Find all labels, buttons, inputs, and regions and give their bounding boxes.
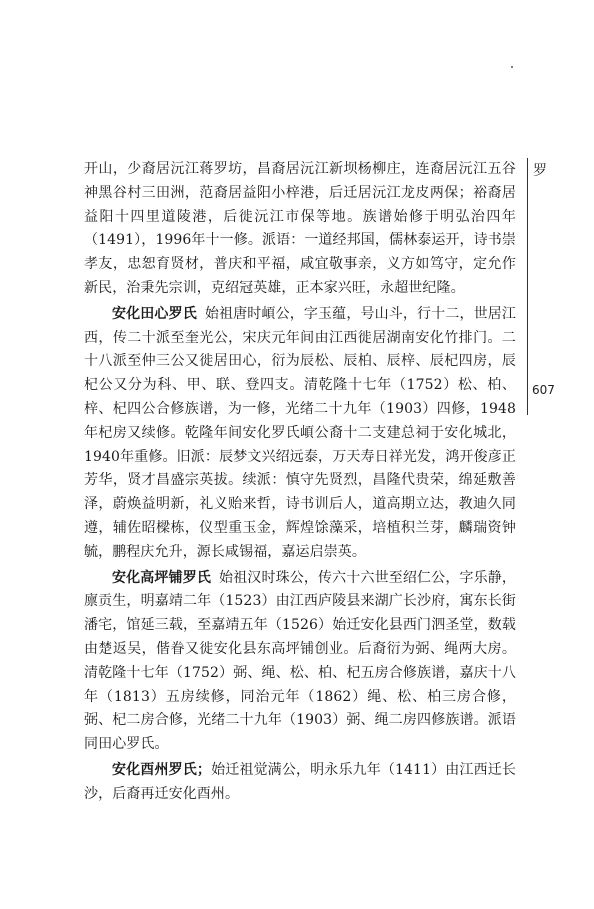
paragraph-anhua-youzhou xyxy=(84,759,516,807)
paragraph-text: 始迁祖觉满公，明永乐九年（1411）由江西迁长沙，后裔再迁安化酉州。 xyxy=(84,761,516,802)
paragraph-text: 开山，少裔居沅江蒋罗坊，昌裔居沅江新坝杨柳庄，连裔居沅江五谷神黑谷村三田洲，范裔居益阳小梓港，后迁居沅江龙皮两保；裕裔居益阳十四里道陵港，后徙沅江市保等地。族谱始修于明弘治四年（1491），1996年十一修。派语：一道经邦国，儒林泰运开，诗书崇孝友，忠恕育贤材，普庆和平福，咸宜敬事亲，义方如笃守，定允作新民，治秉先宗训，克绍冠英雄，正本家兴旺，永超世纪隆。 xyxy=(84,161,516,296)
clan-heading: 安化酉州罗氏； xyxy=(112,761,212,778)
margin-rule-top xyxy=(527,158,528,390)
margin-rule-bottom xyxy=(527,375,528,415)
page-speck xyxy=(511,66,513,68)
paragraph-anhua-gaopingpu xyxy=(84,567,516,757)
clan-heading: 安化高坪铺罗氏 xyxy=(112,569,212,586)
page-number: 607 xyxy=(532,383,555,397)
paragraph-anhua-tianxin xyxy=(84,303,516,565)
clan-heading: 安化田心罗氏 xyxy=(112,305,197,322)
paragraph-text: 始祖汉时珠公，传六十六世至绍仁公，字乐静，廪贡生，明嘉靖二年（1523）由江西庐陵县来湖广长沙府，寓东长街潘宅，馆延三载，至嘉靖五年（1526）始迁安化县西门泗圣堂，数载由楚返吴，偕眷又徙安化县东高坪铺创业。后裔衍为弼、绳两大房。清乾隆十七年（1752）弼、绳、松、柏、杞五房合修族谱，嘉庆十八年（1813）五房续修，同治元年（1862）绳、松、柏三房合修，弼、杞二房合修，光绪二十九年（1903）弼、绳二房四修族谱。派语同田心罗氏。 xyxy=(84,569,516,753)
paragraph-text: 始祖唐时崸公，字玉蕴，号山斗，行十二，世居江西，传二十派至奎光公，宋庆元年间由江西徙居湖南安化竹排门。二十八派至仲三公又徙居田心，衍为辰松、辰柏、辰梓、辰杞四房，辰杞公又分为科、甲、联、登四支。清乾隆十七年（1752）松、柏、梓、杞四公合修族谱，为一修，光绪二十九年（1903）四修，1948年杞房又续修。乾隆年间安化罗氏崸公裔十二支建总祠于安化城北，1940年重修。旧派：辰梦文兴绍远泰，万天寿日祥光发，鸿开俊彦正芳华，贤才昌盛宗英拔。续派：慎守先贤烈，昌隆代贵荣，绵延敷善泽，蔚焕益明新，礼义贻来哲，诗书训后人，道高期立达，教迪久同遵，辅佐昭樑栋，仪型重玉金，辉煌馀藻采，培植积兰芽，麟瑞资钟毓，鹏程庆允升，源长咸锡福，嘉运启崇英。 xyxy=(84,305,516,560)
paragraph-continued xyxy=(84,158,516,301)
page-body xyxy=(84,158,516,807)
running-head-surname: 罗 xyxy=(533,163,547,179)
